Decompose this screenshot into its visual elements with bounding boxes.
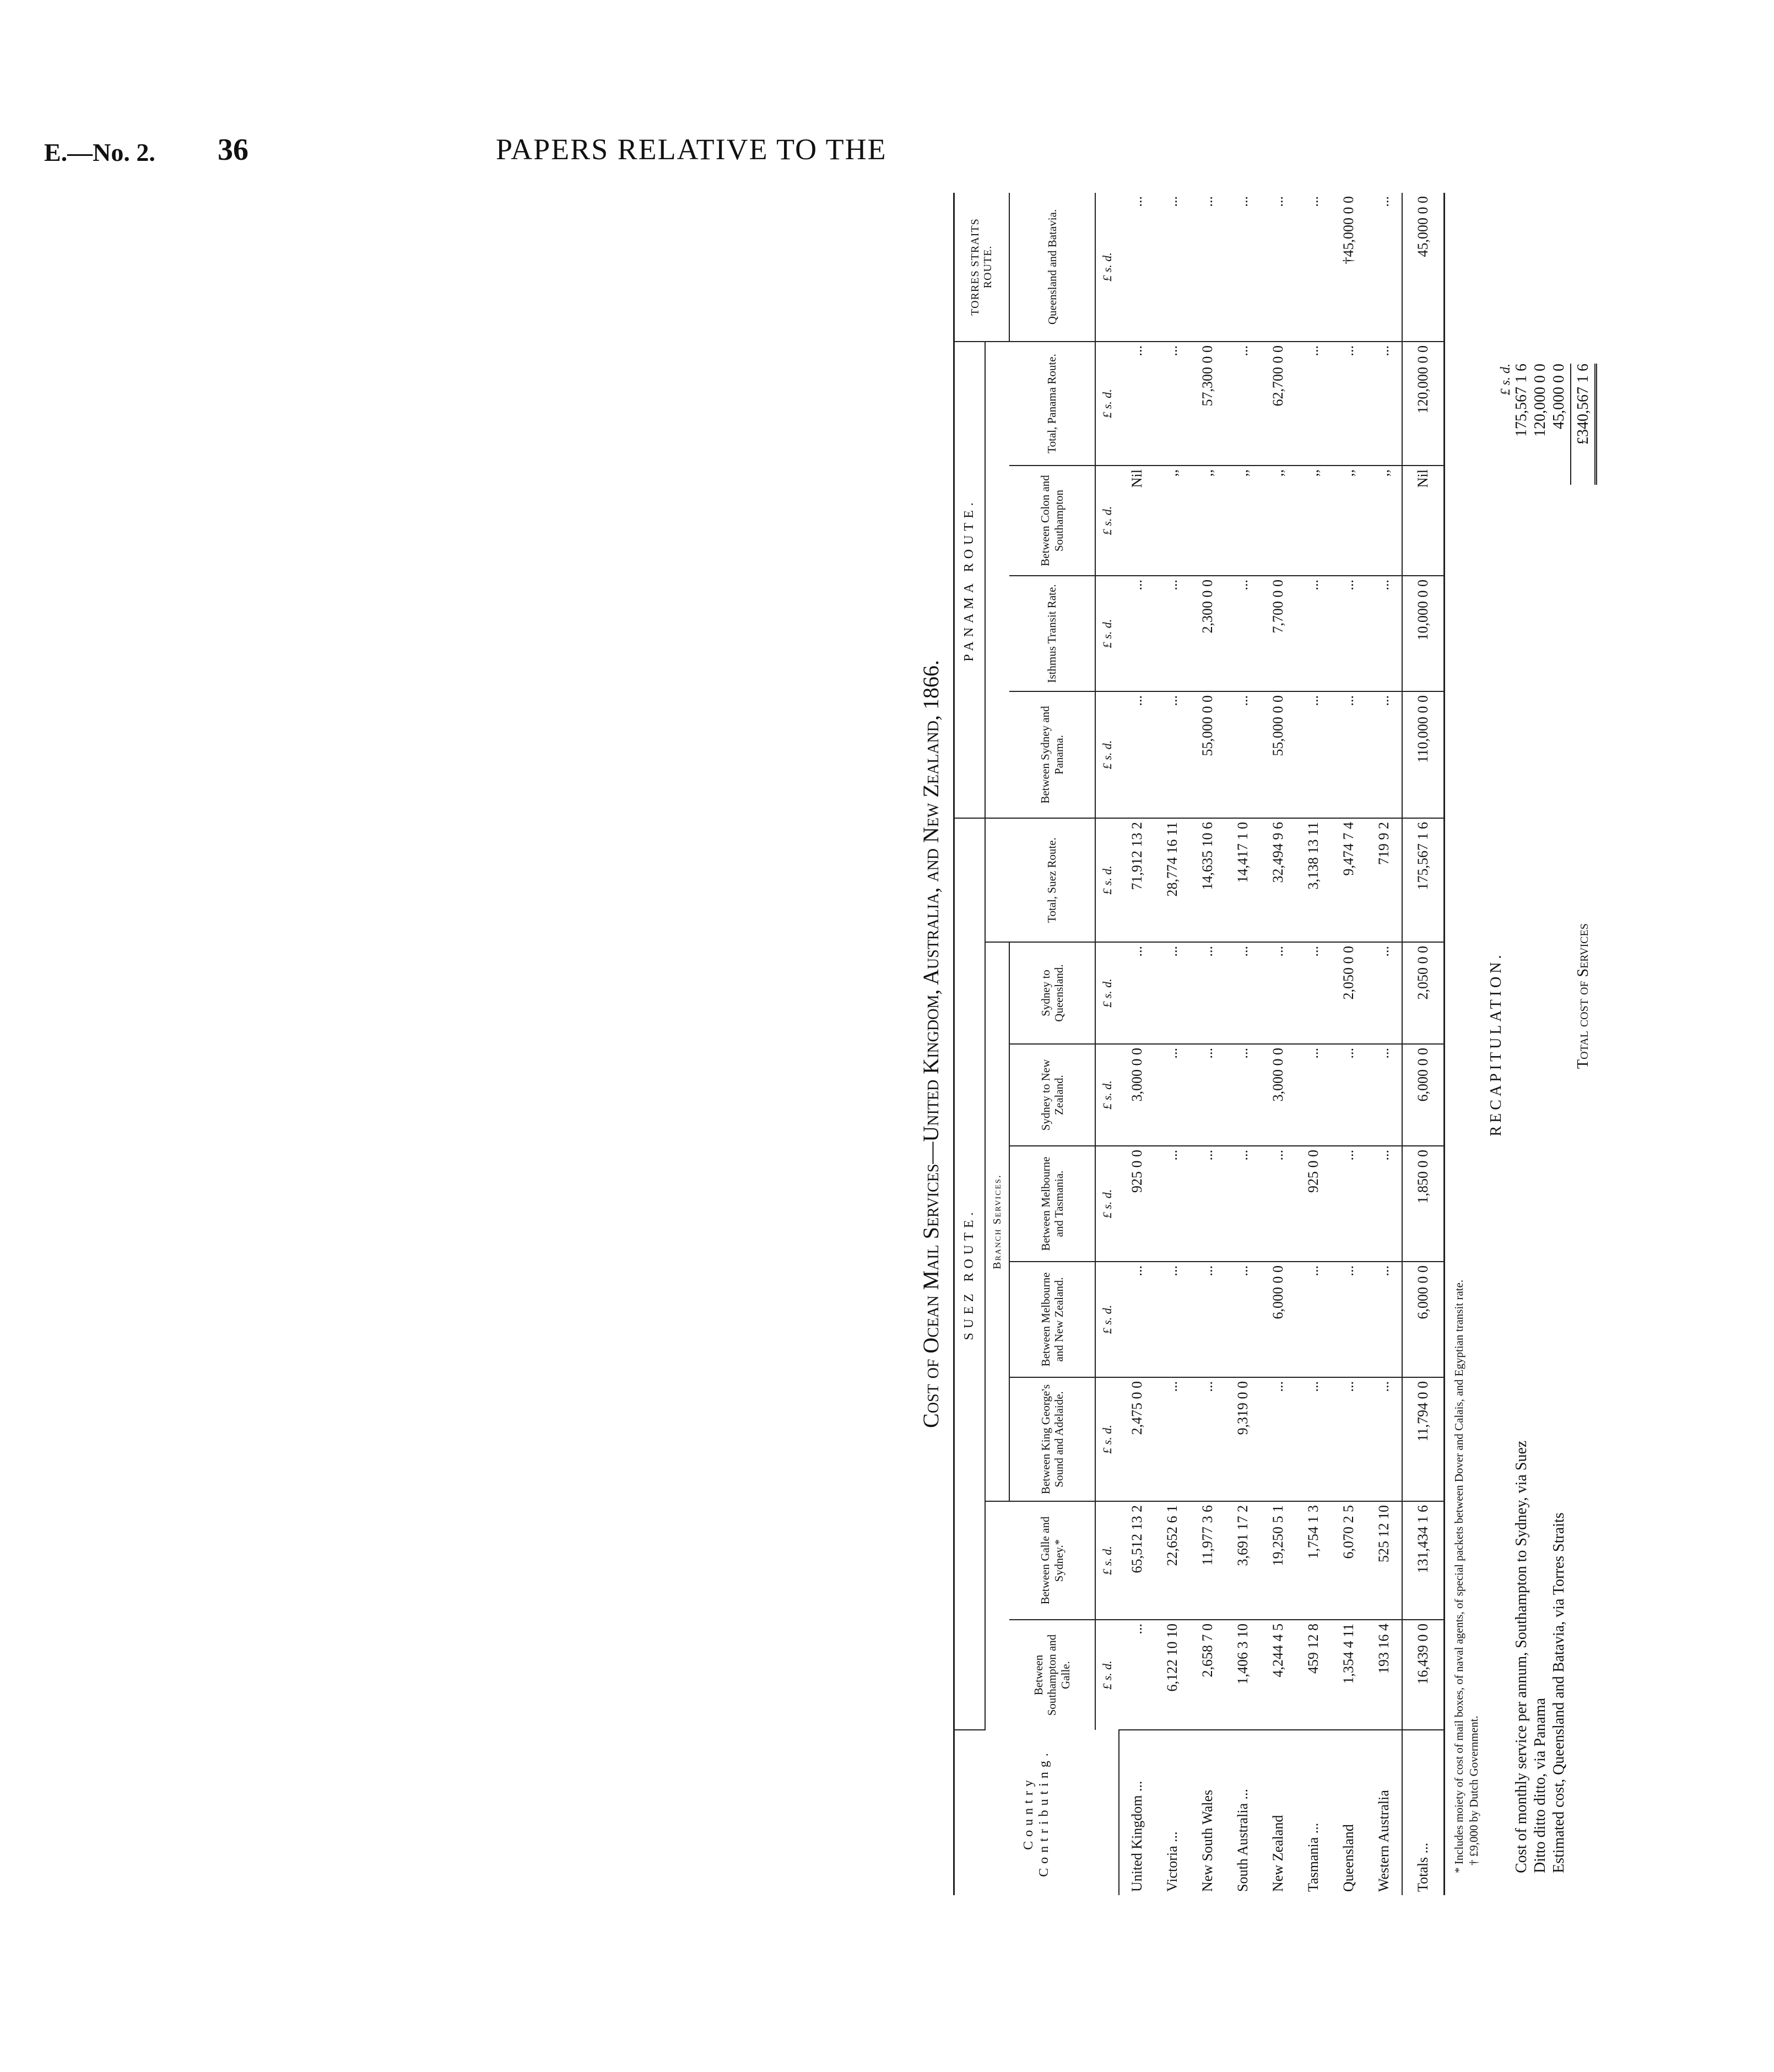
amount-cell: 9,319 0 0 [1225,1377,1261,1501]
table-row [1225,193,1261,1895]
amount-cell: 2,300 0 0 [1190,576,1225,691]
amount-cell: 175,567 1 6 [1402,818,1445,942]
country-cell: New South Wales [1199,1789,1215,1892]
amount-cell: ... [1366,193,1402,342]
table-body [1119,193,1445,1895]
amount-cell: ... [1155,576,1190,691]
amount-cell: 32,494 9 6 [1261,818,1296,942]
amount-cell: ... [1190,1146,1225,1262]
amount-cell: ... [1296,576,1331,691]
amount-cell: ... [1366,1044,1402,1146]
units-label: £ s. d. [1095,1262,1119,1377]
amount-cell: 14,417 1 0 [1225,818,1261,942]
units-label: £ s. d. [1095,942,1119,1044]
country-cell: Victoria ... [1164,1831,1180,1892]
col-southampton-galle: Between Southampton and Galle. [1009,1620,1095,1730]
col-total-suez: Total, Suez Route. [1009,818,1095,942]
amount-cell: 7,700 0 0 [1261,576,1296,691]
recap-row-label: Cost of monthly service per annum, Southampton to Sydney, via Suez [1512,1440,1530,1873]
panama-spacer [985,342,1009,818]
amount-cell: 193 16 4 [1366,1620,1402,1730]
country-cell: New Zealand [1270,1815,1286,1892]
amount-cell: 525 12 10 [1366,1501,1402,1620]
col-total-panama: Total, Panama Route. [1009,342,1095,466]
amount-cell: ... [1296,1377,1331,1501]
mail-services-table [953,193,1445,1895]
amount-cell: ... [1296,1044,1331,1146]
country-cell: United Kingdom ... [1129,1781,1145,1892]
amount-cell: 3,000 0 0 [1261,1044,1296,1146]
amount-cell: ... [1331,691,1366,818]
suez-route-header: SUEZ ROUTE. [954,818,986,1730]
recap-row-label: Estimated cost, Queensland and Batavia, via Torres Straits [1550,1512,1567,1873]
recap-units: £ s. d. [1498,364,1513,396]
col-queensland-batavia: Queensland and Batavia. [1009,193,1095,342]
units-label: £ s. d. [1095,576,1119,691]
amount-cell: Nil [1402,466,1445,576]
amount-cell: 28,774 16 11 [1155,818,1190,942]
amount-cell: 2,050 0 0 [1402,942,1445,1044]
amount-cell: 22,652 6 1 [1155,1501,1190,1620]
amount-cell: 6,000 0 0 [1261,1262,1296,1377]
amount-cell: 3,138 13 11 [1296,818,1331,942]
col-colon-southampton: Between Colon and Southampton [1009,466,1095,576]
amount-cell: ,, [1331,466,1366,576]
amount-cell: 925 0 0 [1296,1146,1331,1262]
amount-cell: ... [1225,1146,1261,1262]
recap-rule [1570,364,1571,485]
amount-cell: ... [1225,942,1261,1044]
amount-cell: †45,000 0 0 [1331,193,1366,342]
suez-total-spacer [985,818,1009,942]
amount-cell: ... [1155,342,1190,466]
amount-cell: ... [1331,1146,1366,1262]
amount-cell: ... [1225,193,1261,342]
amount-cell: 120,000 0 0 [1402,342,1445,466]
amount-cell: ... [1296,342,1331,466]
amount-cell: ... [1366,342,1402,466]
table-row [1261,193,1296,1895]
amount-cell: 3,000 0 0 [1119,1044,1155,1146]
recap-row-amount: 120,000 0 0 [1531,364,1549,437]
units-label: £ s. d. [1095,193,1119,342]
amount-cell: ... [1331,1262,1366,1377]
col-galle-sydney: Between Galle and Sydney.* [1009,1501,1095,1620]
table-row [1155,193,1190,1895]
country-cell: Tasmania ... [1305,1822,1321,1892]
page-number: 36 [218,133,248,167]
amount-cell: 3,691 17 2 [1225,1501,1261,1620]
units-label: £ s. d. [1100,1660,1114,1690]
amount-cell: ... [1119,942,1155,1044]
torres-route-header: TORRES STRAITS ROUTE. [954,193,1010,342]
amount-cell: 6,000 0 0 [1402,1044,1445,1146]
panama-route-header: PANAMA ROUTE. [954,342,986,818]
amount-cell: 62,700 0 0 [1261,342,1296,466]
units-label: £ s. d. [1095,1377,1119,1501]
amount-cell: ... [1155,1262,1190,1377]
table-title: Cost of Ocean Mail Services—United Kingdom, Australia, and New Zealand, 1866. [918,660,943,1428]
col-sydney-new-zealand: Sydney to New Zealand. [1009,1044,1095,1146]
amount-cell: ... [1261,193,1296,342]
amount-cell: 2,658 7 0 [1190,1620,1225,1730]
amount-cell: ... [1225,1044,1261,1146]
recap-total-label: Total cost of Services [1574,923,1592,1069]
footnotes [1452,193,1482,1895]
amount-cell: 6,000 0 0 [1402,1262,1445,1377]
country-cell: Totals ... [1402,1730,1445,1895]
amount-cell: 14,635 10 6 [1190,818,1225,942]
amount-cell: 131,434 1 6 [1402,1501,1445,1620]
col-isthmus-transit: Isthmus Transit Rate. [1009,576,1095,691]
recap-heading: RECAPITULATION. [1487,951,1505,1137]
amount-cell: 9,474 7 4 [1331,818,1366,942]
amount-cell: 1,406 3 10 [1225,1620,1261,1730]
amount-cell: 57,300 0 0 [1190,342,1225,466]
running-title: PAPERS RELATIVE TO THE [496,133,887,166]
amount-cell: ... [1366,1146,1402,1262]
amount-cell: 10,000 0 0 [1402,576,1445,691]
amount-cell: 65,512 13 2 [1119,1501,1155,1620]
amount-cell: 11,977 3 6 [1190,1501,1225,1620]
amount-cell: ... [1331,1044,1366,1146]
amount-cell: ... [1155,691,1190,818]
amount-cell: 1,754 1 3 [1296,1501,1331,1620]
amount-cell: ... [1190,1377,1225,1501]
amount-cell: 55,000 0 0 [1190,691,1225,818]
amount-cell: ... [1155,1146,1190,1262]
amount-cell: 16,439 0 0 [1402,1620,1445,1730]
recapitulation [1488,193,1598,1895]
units-label: £ s. d. [1095,1146,1119,1262]
country-cell: South Australia ... [1235,1788,1251,1892]
amount-cell: ... [1119,193,1155,342]
amount-cell: ... [1331,342,1366,466]
amount-cell: 2,475 0 0 [1119,1377,1155,1501]
amount-cell: 719 9 2 [1366,818,1402,942]
amount-cell: ... [1190,1044,1225,1146]
units-label: £ s. d. [1095,691,1119,818]
footnote: † £9,000 by Dutch Government. [1467,1716,1481,1865]
table-row [1331,193,1366,1895]
amount-cell: ... [1296,691,1331,818]
amount-cell: ... [1155,1377,1190,1501]
amount-cell: ... [1119,1262,1155,1377]
units-label: £ s. d. [1095,342,1119,466]
amount-cell: ... [1190,1262,1225,1377]
amount-cell: 459 12 8 [1296,1620,1331,1730]
amount-cell: ... [1119,691,1155,818]
amount-cell: ... [1261,1377,1296,1501]
country-column-header: Country Contributing. [954,1730,1119,1895]
amount-cell: ... [1296,193,1331,342]
amount-cell: ... [1296,1262,1331,1377]
amount-cell: ... [1331,576,1366,691]
amount-cell: 2,050 0 0 [1331,942,1366,1044]
amount-cell: Nil [1119,466,1155,576]
totals-row [1402,193,1445,1895]
amount-cell: 110,000 0 0 [1402,691,1445,818]
amount-cell: 1,850 0 0 [1402,1146,1445,1262]
recap-row-amount: 45,000 0 0 [1550,364,1567,429]
amount-cell: ... [1366,1377,1402,1501]
amount-cell: 11,794 0 0 [1402,1377,1445,1501]
amount-cell: ... [1225,576,1261,691]
amount-cell: ... [1119,1620,1155,1730]
footnote: * Includes moiety of cost of mail boxes, of naval agents, of special packets between Dover and Calais, and Egyptian transit rate. [1452,1279,1465,1873]
branch-services-header: Branch Services. [985,942,1009,1501]
amount-cell: 1,354 4 11 [1331,1620,1366,1730]
amount-cell: ,, [1366,466,1402,576]
recap-total-amount: £340,567 1 6 [1574,364,1592,445]
amount-cell: ... [1119,576,1155,691]
amount-cell: ... [1190,193,1225,342]
amount-cell: ,, [1225,466,1261,576]
amount-cell: 6,122 10 10 [1155,1620,1190,1730]
page-header [0,127,1250,176]
recap-double-rule [1594,364,1597,485]
amount-cell: ... [1261,942,1296,1044]
amount-cell: ... [1155,193,1190,342]
suez-spacer [985,1501,1009,1730]
amount-cell: 45,000 0 0 [1402,193,1445,342]
amount-cell: ... [1225,342,1261,466]
rotated-table-block [915,193,1774,1895]
amount-cell: ... [1366,942,1402,1044]
country-cell: Western Australia [1376,1790,1392,1892]
amount-cell: ... [1155,1044,1190,1146]
col-king-georges-sound: Between King George's Sound and Adelaide. [1009,1377,1095,1501]
units-label: £ s. d. [1095,818,1119,942]
amount-cell: 6,070 2 5 [1331,1501,1366,1620]
amount-cell: ... [1190,942,1225,1044]
table-row [1366,193,1402,1895]
amount-cell: ... [1366,576,1402,691]
amount-cell: ... [1225,691,1261,818]
col-melbourne-tasmania: Between Melbourne and Tasmania. [1009,1146,1095,1262]
amount-cell: ... [1331,1377,1366,1501]
amount-cell: ,, [1155,466,1190,576]
recap-row-label: Ditto ditto ditto, via Panama [1531,1697,1549,1873]
amount-cell: ... [1225,1262,1261,1377]
amount-cell: ... [1261,1146,1296,1262]
amount-cell: ... [1366,691,1402,818]
col-melbourne-new-zealand: Between Melbourne and New Zealand. [1009,1262,1095,1377]
amount-cell: 71,912 13 2 [1119,818,1155,942]
amount-cell: ,, [1261,466,1296,576]
amount-cell: ,, [1296,466,1331,576]
amount-cell: ,, [1190,466,1225,576]
table-row [1190,193,1225,1895]
amount-cell: 19,250 5 1 [1261,1501,1296,1620]
table-row [1296,193,1331,1895]
col-sydney-queensland: Sydney to Queensland. [1009,942,1095,1044]
amount-cell: 925 0 0 [1119,1146,1155,1262]
col-sydney-panama: Between Sydney and Panama. [1009,691,1095,818]
document-reference: E.—No. 2. [44,138,155,166]
amount-cell: ... [1366,1262,1402,1377]
units-label: £ s. d. [1095,1044,1119,1146]
amount-cell: ... [1119,342,1155,466]
amount-cell: 4,244 4 5 [1261,1620,1296,1730]
recap-row-amount: 175,567 1 6 [1512,364,1530,437]
units-label: £ s. d. [1095,1501,1119,1620]
amount-cell: ... [1155,942,1190,1044]
country-cell: Queensland [1340,1824,1356,1892]
amount-cell: 55,000 0 0 [1261,691,1296,818]
units-label: £ s. d. [1095,466,1119,576]
table-row [1119,193,1155,1895]
amount-cell: ... [1296,942,1331,1044]
